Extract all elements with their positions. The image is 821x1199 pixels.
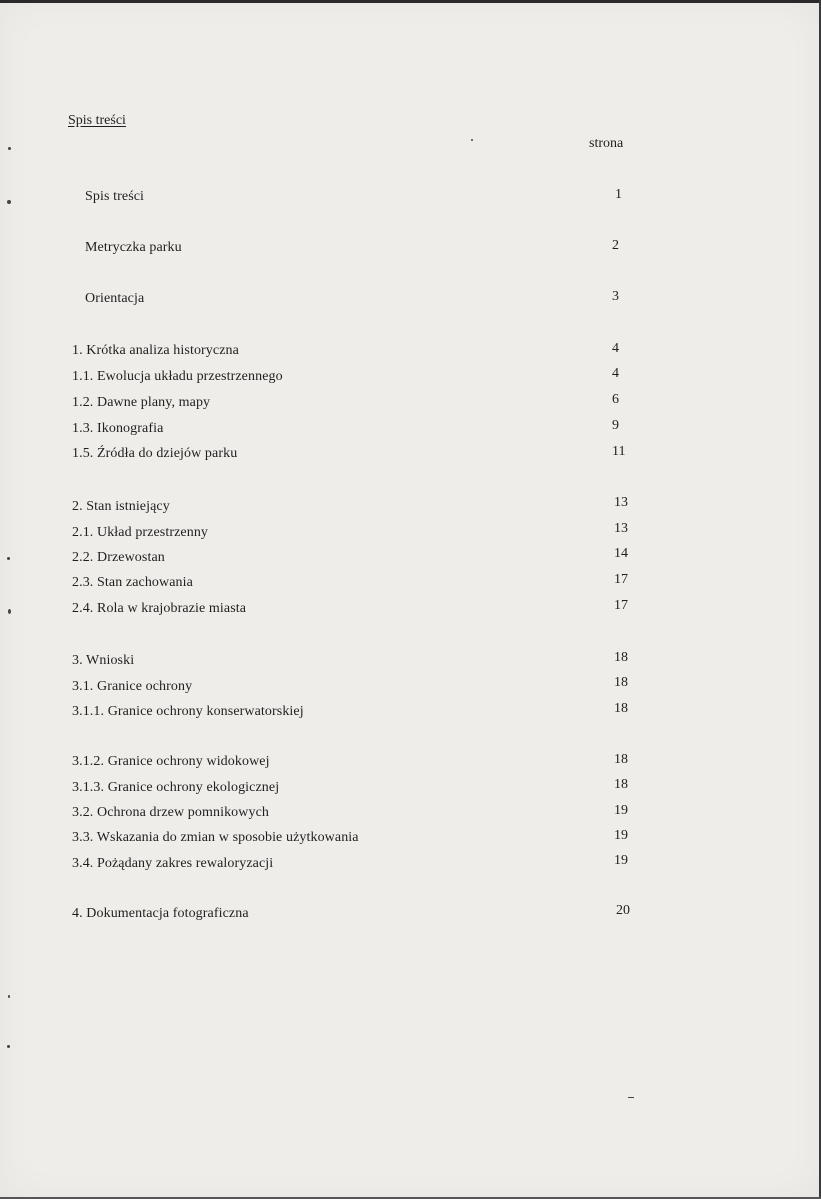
- scan-speck: [8, 609, 11, 614]
- toc-entry-label: 3.1. Granice ochrony: [72, 679, 193, 694]
- toc-entry-label: 3.1.1. Granice ochrony konserwatorskiej: [72, 704, 304, 719]
- toc-entry-label: 1. Krótka analiza historyczna: [72, 343, 239, 358]
- toc-entry-label: Metryczka parku: [85, 240, 182, 255]
- toc-entry-label: 4. Dokumentacja fotograficzna: [72, 906, 249, 921]
- toc-entry-label: Orientacja: [85, 291, 145, 306]
- toc-entry-page: 6: [612, 392, 619, 407]
- toc-entry-label: 2.4. Rola w krajobrazie miasta: [72, 601, 247, 616]
- toc-entry-page: 19: [614, 853, 628, 868]
- toc-entry-page: 18: [614, 752, 628, 767]
- toc-entry-label: 3.1.2. Granice ochrony widokowej: [72, 754, 270, 769]
- toc-entry-page: 18: [614, 701, 628, 716]
- toc-entry-page: 1: [615, 187, 622, 202]
- toc-entry-page: 3: [612, 289, 619, 304]
- toc-entry-page: 13: [614, 495, 628, 510]
- scan-speck: [471, 139, 473, 141]
- toc-entry-label: 2.3. Stan zachowania: [72, 575, 193, 590]
- toc-entry-label: 2.2. Drzewostan: [72, 550, 165, 565]
- toc-entry-label: 1.3. Ikonografia: [72, 421, 164, 436]
- toc-entry-page: 17: [614, 572, 628, 587]
- toc-entry-label: 1.1. Ewolucja układu przestrzennego: [72, 369, 283, 384]
- toc-entry-page: 11: [612, 444, 626, 459]
- toc-entry-label: 2.1. Układ przestrzenny: [72, 525, 209, 540]
- toc-entry-page: 4: [612, 341, 619, 356]
- toc-entry-page: 13: [614, 521, 628, 536]
- scan-speck: [8, 147, 11, 150]
- scan-speck: [7, 1045, 10, 1048]
- toc-entry-label: 1.5. Źródła do dziejów parku: [72, 446, 238, 461]
- toc-entry-label: Spis treści: [85, 189, 145, 204]
- toc-entry-page: 2: [612, 238, 619, 253]
- toc-entry-page: 18: [614, 675, 628, 690]
- scan-speck: [7, 200, 11, 204]
- toc-entry-label: 3.2. Ochrona drzew pomnikowych: [72, 805, 270, 820]
- toc-entry-page: 19: [614, 828, 628, 843]
- scan-speck: [628, 1097, 634, 1098]
- toc-entry-page: 9: [612, 418, 619, 433]
- toc-entry-page: 4: [612, 366, 619, 381]
- toc-entry-page: 18: [614, 777, 628, 792]
- toc-entry-page: 17: [614, 598, 628, 613]
- scan-speck: [7, 557, 10, 560]
- toc-entry-label: 3.1.3. Granice ochrony ekologicznej: [72, 780, 280, 795]
- toc-entry-label: 3.3. Wskazania do zmian w sposobie użytkowania: [72, 830, 359, 845]
- toc-entry-page: 18: [614, 650, 628, 665]
- toc-entry-label: 3.4. Pożądany zakres rewaloryzacji: [72, 856, 274, 871]
- scan-speck: [8, 995, 10, 998]
- toc-entry-label: 1.2. Dawne plany, mapy: [72, 395, 211, 410]
- toc-title: Spis treści: [68, 113, 126, 128]
- toc-entry-label: 2. Stan istniejący: [72, 499, 170, 514]
- toc-entry-page: 20: [616, 903, 630, 918]
- page-column-label: strona: [589, 136, 624, 151]
- scan-edge-top: [0, 0, 821, 3]
- toc-entry-page: 14: [614, 546, 628, 561]
- toc-entry-page: 19: [614, 803, 628, 818]
- toc-entry-label: 3. Wnioski: [72, 653, 135, 668]
